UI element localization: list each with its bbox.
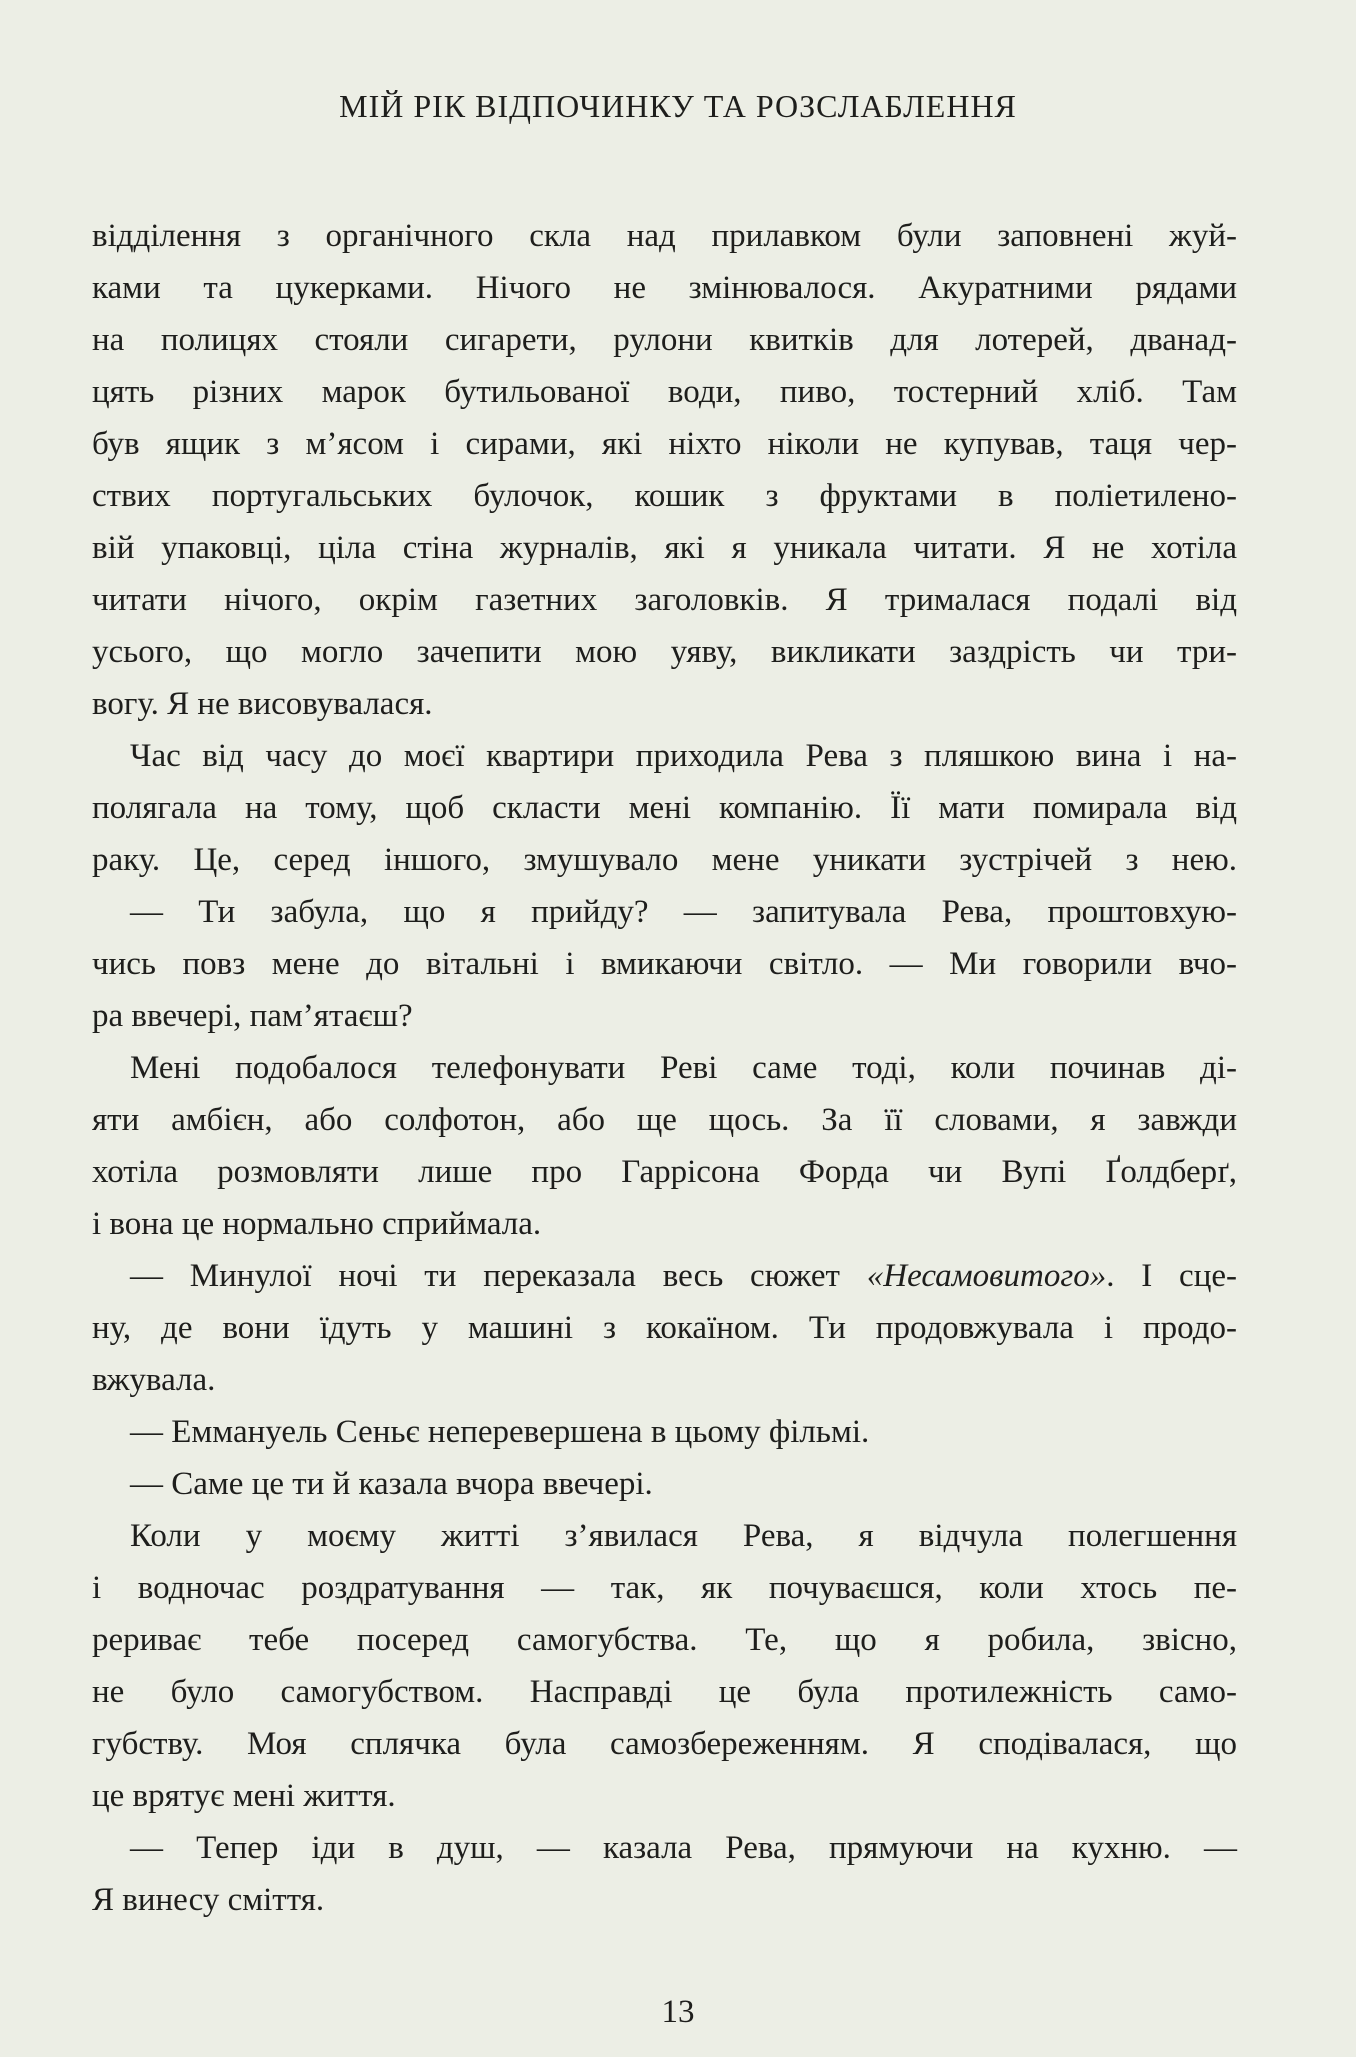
text-line: чись повз мене до вітальні і вмикаючи світло. — Ми говорили вчо- bbox=[92, 946, 1237, 982]
text-line: відділення з органічного скла над прилавком були заповнені жуй- bbox=[92, 218, 1237, 254]
text-line: Я винесу сміття. bbox=[92, 1882, 325, 1918]
text-line: вій упаковці, ціла стіна журналів, які я уникала читати. Я не хотіла bbox=[92, 530, 1237, 566]
text-line: Коли у моєму житті з’явилася Рева, я відчула полегшення bbox=[130, 1518, 1237, 1554]
text-run: — Минулої ночі ти переказала весь сюжет bbox=[130, 1258, 867, 1294]
text-line: ра ввечері, пам’ятаєш? bbox=[92, 998, 413, 1034]
text-line: раку. Це, серед іншого, змушувало мене уникати зустрічей з нею. bbox=[92, 842, 1237, 878]
text-line: і водночас роздратування — так, як почуваєшся, коли хтось пе- bbox=[92, 1570, 1237, 1606]
text-line: не було самогубством. Насправді це була протилежність само- bbox=[92, 1674, 1237, 1710]
text-line: — Еммануель Сеньє неперевершена в цьому фільмі. bbox=[130, 1414, 870, 1450]
text-line: ну, де вони їдуть у машині з кокаїном. Ти продовжувала і продо- bbox=[92, 1310, 1237, 1346]
text-line: полягала на тому, щоб скласти мені компанію. Її мати помирала від bbox=[92, 790, 1237, 826]
film-title: «Несамовитого» bbox=[866, 1258, 1107, 1294]
text-run: . І сце- bbox=[1106, 1258, 1237, 1294]
text-line bbox=[130, 1258, 1237, 1298]
text-line: на полицях стояли сигарети, рулони квитків для лотерей, дванад- bbox=[92, 322, 1237, 358]
text-line: — Саме це ти й казала вчора ввечері. bbox=[130, 1466, 653, 1502]
text-line: вогу. Я не висовувалася. bbox=[92, 686, 433, 722]
text-line: хотіла розмовляти лише про Гаррісона Форда чи Вупі Ґолдберґ, bbox=[92, 1154, 1237, 1190]
running-header: МІЙ РІК ВІДПОЧИНКУ ТА РОЗСЛАБЛЕННЯ bbox=[339, 88, 1017, 124]
text-line: і вона це нормально сприймала. bbox=[92, 1206, 542, 1242]
text-line: Мені подобалося телефонувати Реві саме тоді, коли починав ді- bbox=[130, 1050, 1237, 1086]
text-line: губству. Моя сплячка була самозбереженням. Я сподівалася, що bbox=[92, 1726, 1237, 1762]
text-line: ками та цукерками. Нічого не змінювалося. Акуратними рядами bbox=[92, 270, 1237, 306]
text-line: читати нічого, окрім газетних заголовків. Я трималася подалі від bbox=[92, 582, 1237, 618]
text-line: усього, що могло зачепити мою уяву, викликати заздрість чи три- bbox=[92, 634, 1237, 670]
text-line: був ящик з м’ясом і сирами, які ніхто ніколи не купував, таця чер- bbox=[92, 426, 1237, 462]
text-line: Час від часу до моєї квартири приходила Рева з пляшкою вина і на- bbox=[130, 738, 1237, 774]
text-line: ствих португальських булочок, кошик з фруктами в поліетилено- bbox=[92, 478, 1237, 514]
text-line: це врятує мені життя. bbox=[92, 1778, 396, 1814]
text-line: цять різних марок бутильованої води, пиво, тостерний хліб. Там bbox=[92, 374, 1237, 410]
text-line: яти амбієн, або солфотон, або ще щось. За її словами, я завжди bbox=[92, 1102, 1237, 1138]
text-line: рериває тебе посеред самогубства. Те, що я робила, звісно, bbox=[92, 1622, 1237, 1658]
text-line: — Ти забула, що я прийду? — запитувала Рева, проштовхую- bbox=[130, 894, 1237, 930]
page-number: 13 bbox=[661, 1994, 695, 2030]
text-line: вжувала. bbox=[92, 1362, 216, 1398]
text-line: — Тепер іди в душ, — казала Рева, прямуючи на кухню. — bbox=[130, 1830, 1237, 1866]
